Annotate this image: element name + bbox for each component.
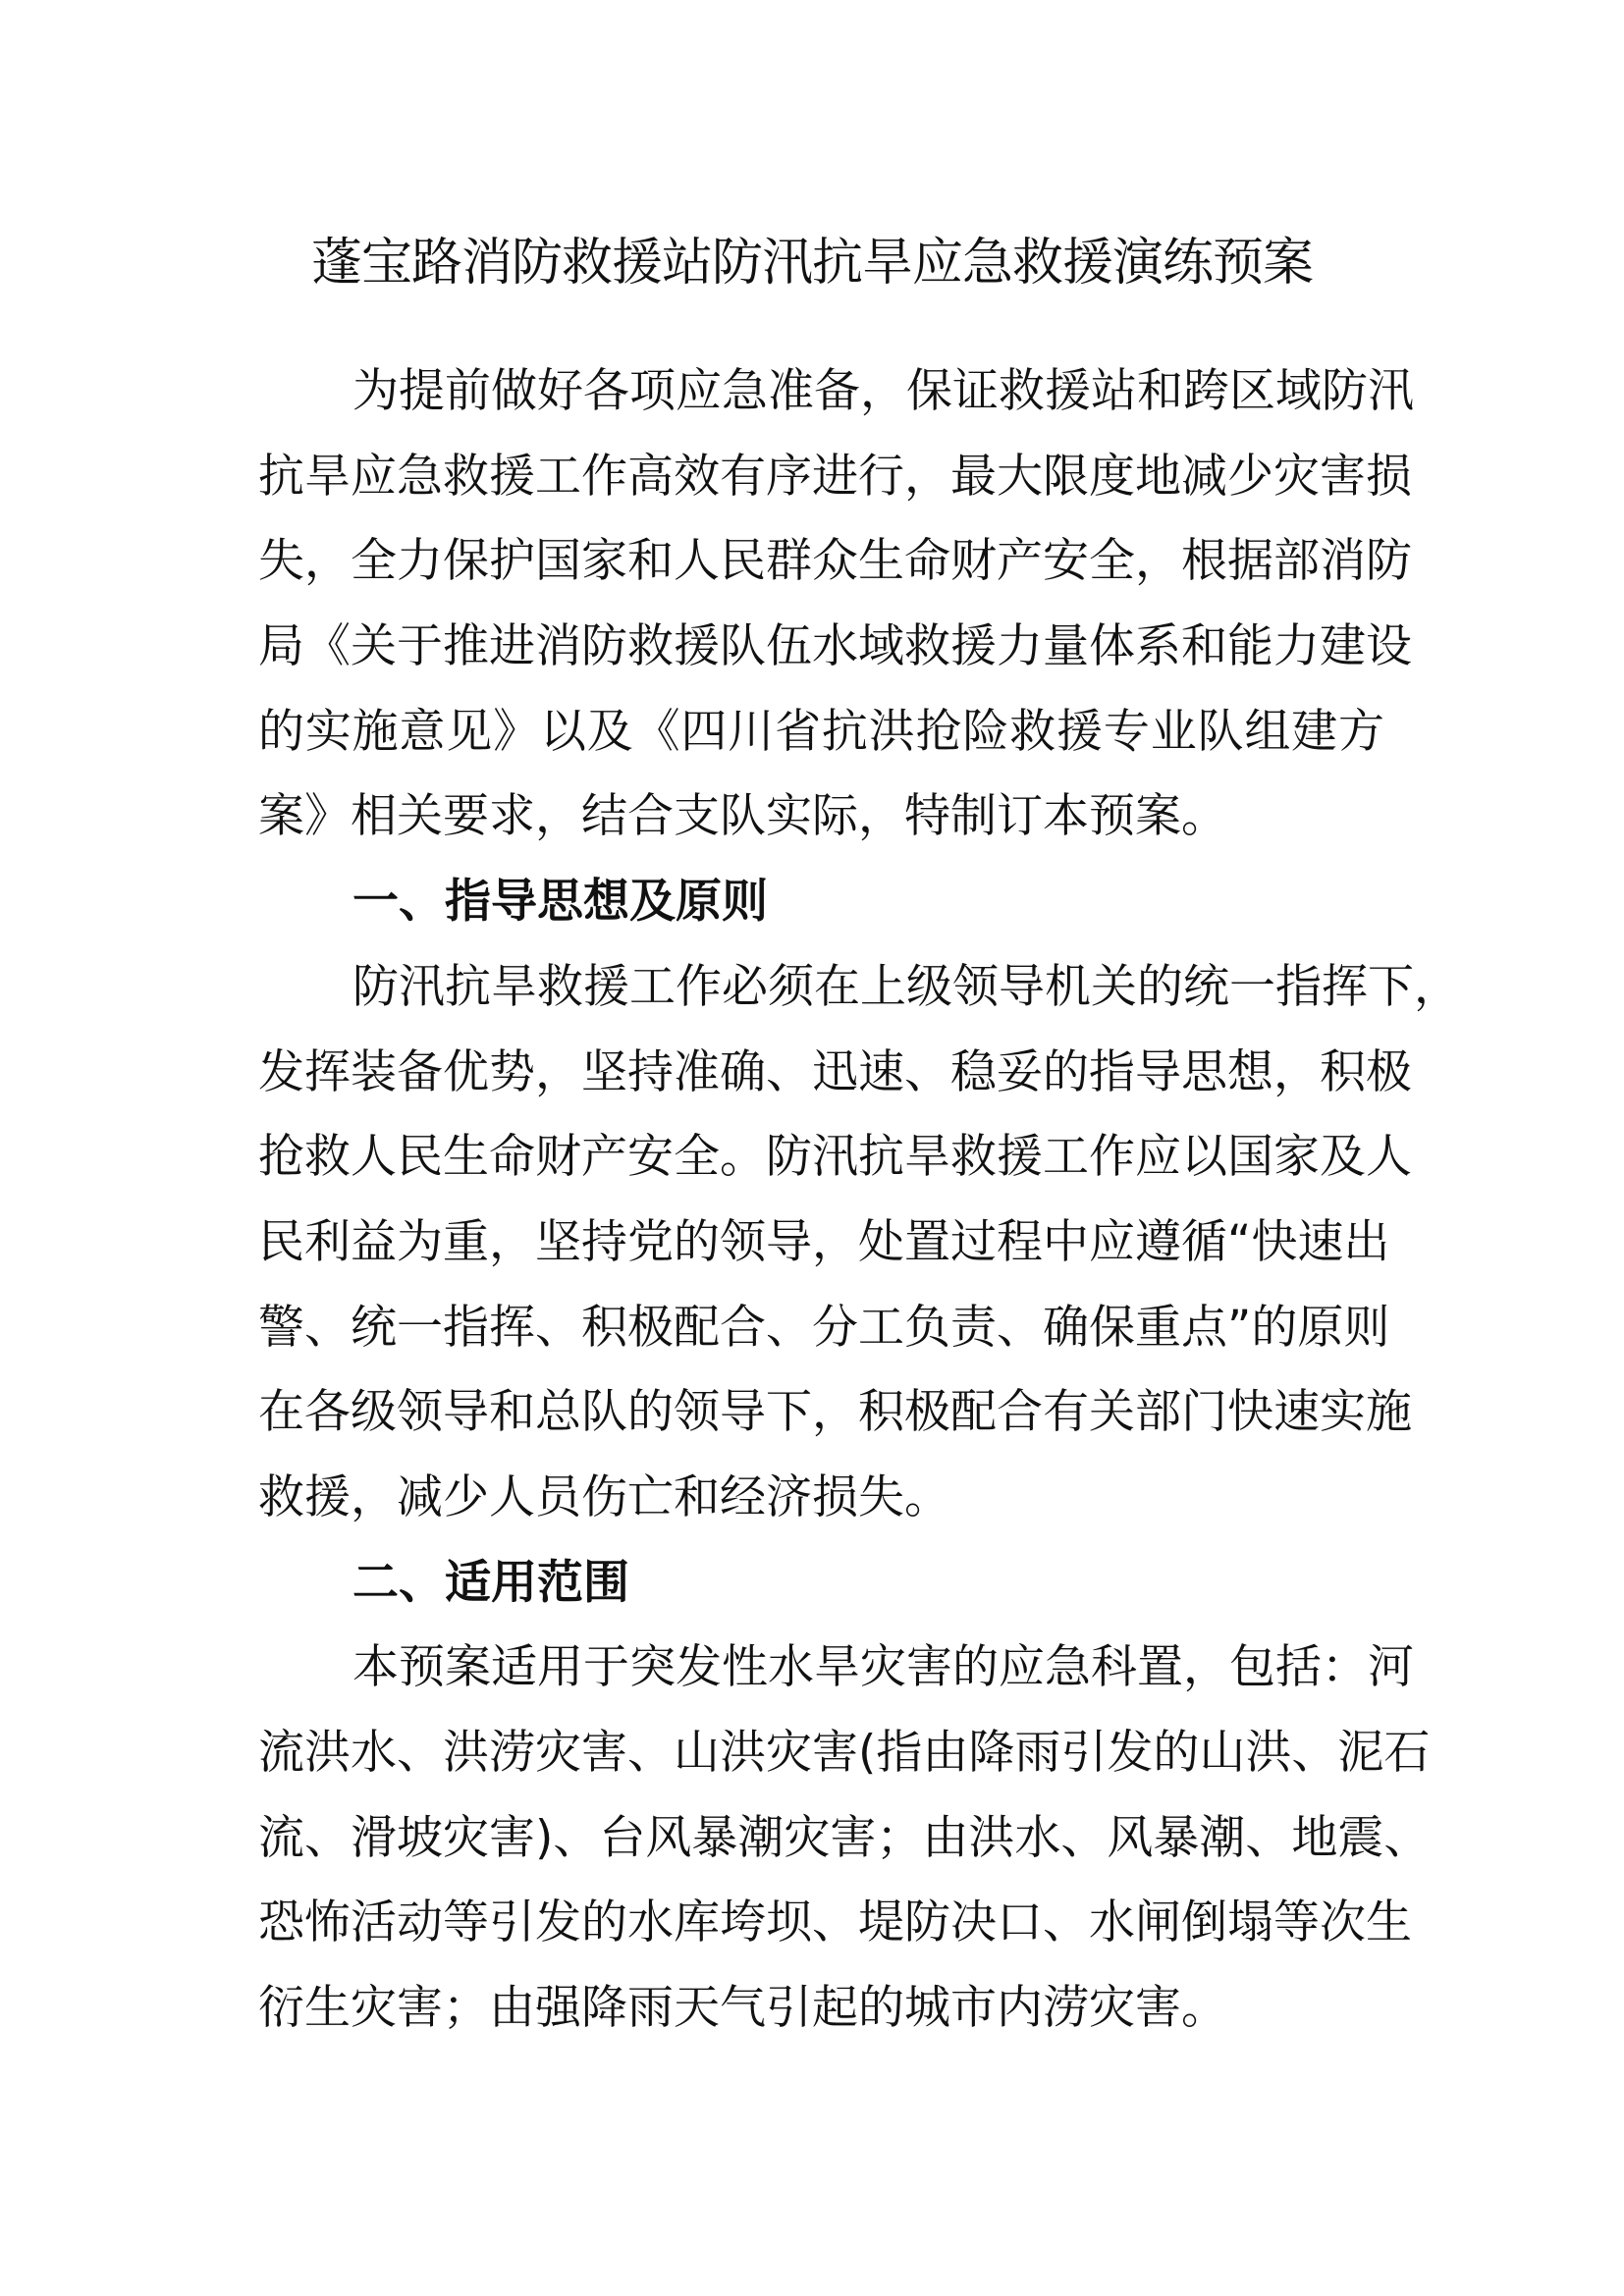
text-line: 发挥装备优势，坚持准确、迅速、稳妥的指导思想，积极	[258, 1044, 1412, 1099]
text-line: 在各级领导和总队的领导下，积极配合有关部门快速实施	[258, 1385, 1412, 1440]
section-heading: 一、指导思想及原则	[352, 875, 768, 930]
text-line: 流洪水、洪涝灾害、山洪灾害(指由降雨引发的山洪、泥石	[258, 1726, 1431, 1780]
text-line: 防汛抗旱救援工作必须在上级领导机关的统一指挥下，	[352, 959, 1460, 1014]
text-line: 局《关于推进消防救援队伍水域救援力量体系和能力建设	[258, 619, 1412, 674]
text-line: 恐怖活动等引发的水库垮坝、堤防决口、水闸倒塌等次生	[258, 1896, 1412, 1950]
text-line: 为提前做好各项应急准备，保证救援站和跨区域防汛	[352, 364, 1414, 418]
intro-paragraph	[258, 349, 1460, 2052]
text-line: 抢救人民生命财产安全。防汛抗旱救援工作应以国家及人	[258, 1130, 1412, 1185]
text-line: 警、统一指挥、积极配合、分工负责、确保重点”的原则	[258, 1300, 1390, 1355]
text-line: 民利益为重，坚持党的领导，处置过程中应遵循“快速出	[258, 1214, 1390, 1269]
text-line: 衍生灾害；由强降雨天气引起的城市内涝灾害。	[258, 1981, 1227, 2036]
text-line: 流、滑坡灾害)、台风暴潮灾害；由洪水、风暴潮、地震、	[258, 1810, 1431, 1865]
text-line: 抗旱应急救援工作高效有序进行，最大限度地减少灾害损	[258, 449, 1412, 504]
text-line: 救援，减少人员伤亡和经济损失。	[258, 1469, 950, 1524]
text-line: 失，全力保护国家和人民群众生命财产安全，根据部消防	[258, 534, 1412, 589]
text-line: 案》相关要求，结合支队实际，特制订本预案。	[258, 789, 1227, 844]
section-heading: 二、适用范围	[352, 1555, 629, 1610]
text-line: 本预案适用于突发性水旱灾害的应急科置，包括：河	[352, 1640, 1414, 1695]
document-title: 蓬宝路消防救援站防汛抗旱应急救援演练预案	[310, 234, 1313, 293]
text-line: 的实施意见》以及《四川省抗洪抢险救援专业队组建方	[258, 704, 1384, 759]
